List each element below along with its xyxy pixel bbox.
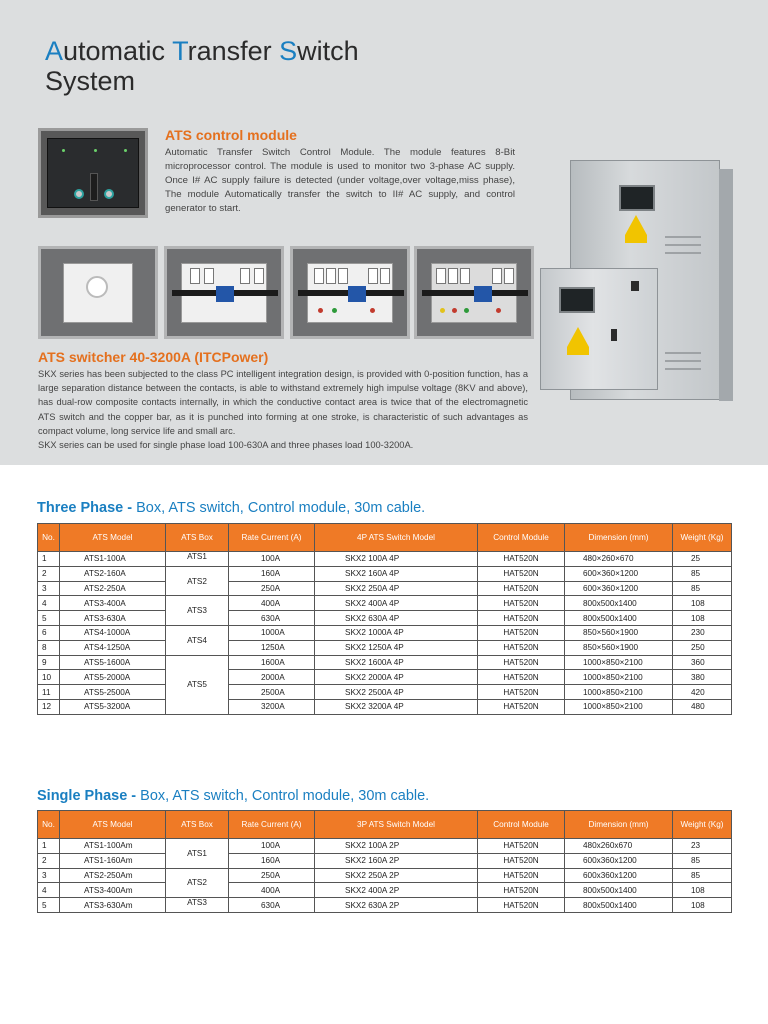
cell-dimension: 800x500x1400 (565, 883, 673, 898)
table-row (38, 685, 732, 700)
cell-model: ATS5-2000A (60, 670, 166, 685)
title-word: witch (297, 36, 359, 66)
cell-no: 2 (38, 566, 60, 581)
cell-dimension: 850×560×1900 (565, 625, 673, 640)
cell-control-module: HAT520N (478, 640, 565, 655)
cell-control-module: HAT520N (478, 581, 565, 596)
cell-control-module: HAT520N (478, 611, 565, 626)
cell-no: 5 (38, 898, 60, 913)
page-title (45, 36, 359, 96)
cell-box: ATS3 (166, 898, 229, 913)
column-header: Weight (Kg) (673, 524, 732, 552)
cell-no: 3 (38, 868, 60, 883)
column-header: Dimension (mm) (565, 811, 673, 839)
cell-weight: 85 (673, 853, 732, 868)
title-word: ransfer (187, 36, 280, 66)
column-header: 4P ATS Switch Model (315, 524, 478, 552)
table-row (38, 596, 732, 611)
module-button-icon (74, 189, 84, 199)
cell-switch-model: SKX2 1000A 4P (315, 625, 478, 640)
cell-switch-model: SKX2 100A 2P (315, 839, 478, 854)
single-phase-table (37, 810, 732, 913)
cell-no: 9 (38, 655, 60, 670)
intro-panel (0, 0, 768, 465)
cell-dimension: 800x500x1400 (565, 596, 673, 611)
module-display (90, 173, 98, 201)
column-header: ATS Model (60, 524, 166, 552)
cell-control-module: HAT520N (478, 699, 565, 714)
cell-current: 630A (229, 611, 315, 626)
cell-current: 3200A (229, 699, 315, 714)
cell-weight: 25 (673, 552, 732, 567)
column-header: ATS Box (166, 524, 229, 552)
cell-box: ATS5 (166, 655, 229, 714)
table-row (38, 655, 732, 670)
cell-weight: 85 (673, 581, 732, 596)
cabinet-controller-icon (619, 185, 655, 211)
cell-control-module: HAT520N (478, 839, 565, 854)
cell-box: ATS3 (166, 596, 229, 626)
small-cabinet-image (540, 268, 658, 390)
cell-weight: 108 (673, 596, 732, 611)
title-word: utomatic (63, 36, 173, 66)
cell-switch-model: SKX2 250A 2P (315, 868, 478, 883)
cell-weight: 108 (673, 611, 732, 626)
switch-photo-strip (38, 246, 534, 339)
cell-current: 1000A (229, 625, 315, 640)
table-row (38, 883, 732, 898)
cell-switch-model: SKX2 630A 4P (315, 611, 478, 626)
cell-model: ATS4-1250A (60, 640, 166, 655)
cell-control-module: HAT520N (478, 883, 565, 898)
cell-weight: 480 (673, 699, 732, 714)
cell-switch-model: SKX2 2000A 4P (315, 670, 478, 685)
cell-model: ATS5-1600A (60, 655, 166, 670)
cell-dimension: 480x260x670 (565, 839, 673, 854)
cell-dimension: 600x360x1200 (565, 868, 673, 883)
three-phase-title (37, 500, 425, 516)
switcher-description-main: SKX series has been subjected to the class PC intelligent integration design, is provided with 0-position function, has a large separation distance between the contacts, is able to withstand extremely high impulse voltage (8KV and above), has dual-row composite contacts internally, in which the conductive contact area is twice that of the electromagnetic ATS switch and the copper bar, as it is punched into forming at one stroke, is characteristic of such advantages as compact volume, long service life and small arc. (38, 369, 528, 436)
cell-dimension: 1000×850×2100 (565, 685, 673, 700)
cell-no: 10 (38, 670, 60, 685)
three-phase-title-bold: Three Phase - (37, 500, 133, 516)
cell-weight: 108 (673, 883, 732, 898)
cell-model: ATS3-400A (60, 596, 166, 611)
cell-no: 12 (38, 699, 60, 714)
switch-photo (414, 246, 534, 339)
cabinet-controller-icon (559, 287, 595, 313)
single-phase-title (37, 788, 429, 804)
cell-control-module: HAT520N (478, 655, 565, 670)
title-initial: S (279, 36, 298, 66)
cell-dimension: 1000×850×2100 (565, 670, 673, 685)
table-row (38, 699, 732, 714)
column-header: Rate Current (A) (229, 524, 315, 552)
column-header: Control Module (478, 811, 565, 839)
table-row (38, 839, 732, 854)
switch-photo (290, 246, 410, 339)
column-header: No. (38, 811, 60, 839)
cell-no: 5 (38, 611, 60, 626)
cell-switch-model: SKX2 1600A 4P (315, 655, 478, 670)
cell-box: ATS2 (166, 868, 229, 898)
control-module-face (47, 138, 139, 208)
title-line-2: System (45, 66, 136, 96)
switch-photo (38, 246, 158, 339)
warning-sign-icon (567, 327, 589, 347)
cell-model: ATS2-160A (60, 566, 166, 581)
cell-model: ATS3-400Am (60, 883, 166, 898)
cell-dimension: 800x500x1400 (565, 611, 673, 626)
cell-box: ATS1 (166, 552, 229, 567)
column-header: Weight (Kg) (673, 811, 732, 839)
switcher-description-load: SKX series can be used for single phase load 100-630A and three phases load 100-3200A. (38, 440, 414, 451)
cell-weight: 420 (673, 685, 732, 700)
cell-control-module: HAT520N (478, 898, 565, 913)
table-row (38, 566, 732, 581)
control-module-heading: ATS control module (165, 127, 297, 143)
cell-model: ATS1-100Am (60, 839, 166, 854)
cell-model: ATS5-3200A (60, 699, 166, 714)
cell-switch-model: SKX2 160A 4P (315, 566, 478, 581)
cell-current: 160A (229, 566, 315, 581)
control-module-description: Automatic Transfer Switch Control Module. The module features 8-Bit microprocessor control. The module is used to monitor two 3-phase AC supply. Once I# AC supply failure is detected (under voltage,over voltage,miss phase), The module Automatically transfer the switch to II# AC supply, and control generator to start. (165, 147, 515, 214)
cell-dimension: 850×560×1900 (565, 640, 673, 655)
table-row (38, 625, 732, 640)
cell-control-module: HAT520N (478, 566, 565, 581)
column-header: 3P ATS Switch Model (315, 811, 478, 839)
table-row (38, 552, 732, 567)
cell-no: 6 (38, 625, 60, 640)
cell-switch-model: SKX2 630A 2P (315, 898, 478, 913)
single-phase-title-bold: Single Phase - (37, 788, 137, 804)
cell-current: 400A (229, 596, 315, 611)
switch-photo (164, 246, 284, 339)
cell-control-module: HAT520N (478, 552, 565, 567)
cell-current: 1600A (229, 655, 315, 670)
cell-weight: 85 (673, 868, 732, 883)
cell-current: 100A (229, 839, 315, 854)
cell-no: 4 (38, 883, 60, 898)
single-phase-title-rest: Box, ATS switch, Control module, 30m cable. (136, 788, 430, 804)
cell-weight: 85 (673, 566, 732, 581)
column-header: No. (38, 524, 60, 552)
led-icon (124, 149, 127, 152)
switch-device-icon (307, 263, 393, 323)
column-header: Dimension (mm) (565, 524, 673, 552)
cell-current: 400A (229, 883, 315, 898)
cell-current: 2500A (229, 685, 315, 700)
cell-dimension: 480×260×670 (565, 552, 673, 567)
table-row (38, 853, 732, 868)
cell-control-module: HAT520N (478, 670, 565, 685)
column-header: ATS Box (166, 811, 229, 839)
cell-model: ATS3-630Am (60, 898, 166, 913)
cell-current: 630A (229, 898, 315, 913)
cell-model: ATS1-160Am (60, 853, 166, 868)
switcher-description (38, 367, 528, 452)
cell-weight: 380 (673, 670, 732, 685)
cell-weight: 230 (673, 625, 732, 640)
module-button-icon (104, 189, 114, 199)
led-icon (62, 149, 65, 152)
cell-no: 1 (38, 839, 60, 854)
cell-box: ATS1 (166, 839, 229, 869)
cell-no: 11 (38, 685, 60, 700)
switcher-heading: ATS switcher 40-3200A (ITCPower) (38, 349, 269, 365)
cell-no: 8 (38, 640, 60, 655)
column-header: ATS Model (60, 811, 166, 839)
cell-weight: 360 (673, 655, 732, 670)
table-row (38, 640, 732, 655)
cell-current: 160A (229, 853, 315, 868)
cell-switch-model: SKX2 2500A 4P (315, 685, 478, 700)
cell-no: 1 (38, 552, 60, 567)
cell-weight: 250 (673, 640, 732, 655)
cell-switch-model: SKX2 3200A 4P (315, 699, 478, 714)
cell-control-module: HAT520N (478, 625, 565, 640)
cell-model: ATS5-2500A (60, 685, 166, 700)
cell-current: 2000A (229, 670, 315, 685)
cell-switch-model: SKX2 250A 4P (315, 581, 478, 596)
title-initial: T (172, 36, 188, 66)
cell-switch-model: SKX2 100A 4P (315, 552, 478, 567)
table-header-row (38, 524, 732, 552)
cell-current: 1250A (229, 640, 315, 655)
cell-current: 100A (229, 552, 315, 567)
cell-switch-model: SKX2 1250A 4P (315, 640, 478, 655)
cell-model: ATS2-250A (60, 581, 166, 596)
cell-model: ATS4-1000A (60, 625, 166, 640)
cell-no: 2 (38, 853, 60, 868)
cell-model: ATS3-630A (60, 611, 166, 626)
column-header: Control Module (478, 524, 565, 552)
cell-no: 4 (38, 596, 60, 611)
cell-current: 250A (229, 868, 315, 883)
column-header: Rate Current (A) (229, 811, 315, 839)
cell-model: ATS1-100A (60, 552, 166, 567)
table-row (38, 868, 732, 883)
cell-control-module: HAT520N (478, 685, 565, 700)
cell-weight: 23 (673, 839, 732, 854)
control-module-image (38, 128, 148, 218)
cell-model: ATS2-250Am (60, 868, 166, 883)
switch-device-icon (63, 263, 133, 323)
led-icon (94, 149, 97, 152)
cell-control-module: HAT520N (478, 868, 565, 883)
cell-box: ATS4 (166, 625, 229, 655)
switch-device-icon (431, 263, 517, 323)
cell-dimension: 600×360×1200 (565, 581, 673, 596)
title-line-1 (45, 36, 359, 66)
cell-weight: 108 (673, 898, 732, 913)
three-phase-title-rest: Box, ATS switch, Control module, 30m cable. (132, 500, 426, 516)
table-row (38, 670, 732, 685)
table-row (38, 581, 732, 596)
warning-sign-icon (625, 215, 647, 235)
table-row (38, 611, 732, 626)
cell-control-module: HAT520N (478, 853, 565, 868)
cell-dimension: 600x360x1200 (565, 853, 673, 868)
table-row (38, 898, 732, 913)
title-initial: A (45, 36, 64, 66)
cell-dimension: 600×360×1200 (565, 566, 673, 581)
cell-current: 250A (229, 581, 315, 596)
cell-control-module: HAT520N (478, 596, 565, 611)
switch-device-icon (181, 263, 267, 323)
cell-dimension: 1000×850×2100 (565, 699, 673, 714)
three-phase-table (37, 523, 732, 715)
cell-switch-model: SKX2 160A 2P (315, 853, 478, 868)
cell-dimension: 800x500x1400 (565, 898, 673, 913)
table-header-row (38, 811, 732, 839)
cell-box: ATS2 (166, 566, 229, 596)
cell-dimension: 1000×850×2100 (565, 655, 673, 670)
cell-switch-model: SKX2 400A 4P (315, 596, 478, 611)
cell-no: 3 (38, 581, 60, 596)
cell-switch-model: SKX2 400A 2P (315, 883, 478, 898)
